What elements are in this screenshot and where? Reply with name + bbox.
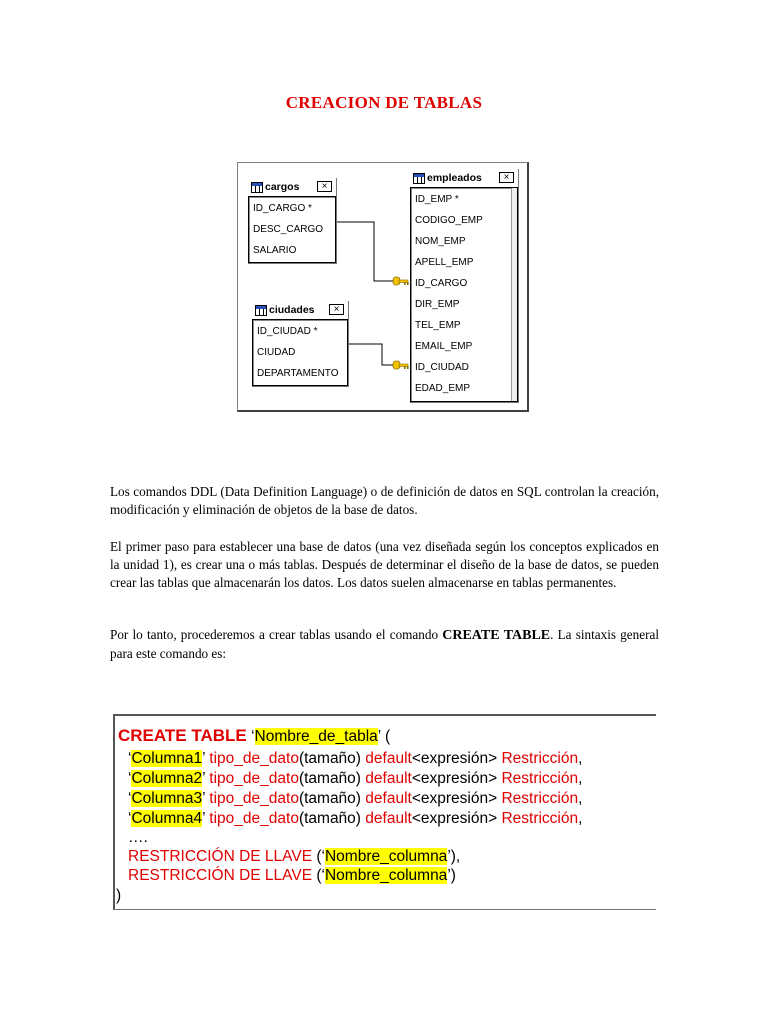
separator: , — [578, 810, 583, 827]
constraint-column: Nombre_columna — [324, 848, 448, 865]
column-expr: <expresión> — [411, 790, 498, 807]
code-line-constraint: RESTRICCIÓN DE LLAVE (‘Nombre_columna’), — [128, 848, 461, 865]
column-name: Columna1 — [131, 750, 203, 767]
key-icon — [393, 277, 409, 285]
column-name: Columna2 — [131, 770, 203, 787]
code-line-column: ‘Columna2’ tipo_de_dato(tamaño) default<expresión> Restricción, — [128, 770, 583, 787]
field-row: CIUDAD — [257, 347, 296, 358]
field-row: DIR_EMP — [415, 299, 460, 310]
field-row: APELL_EMP — [415, 257, 474, 268]
syntax-box — [113, 714, 656, 910]
separator: , — [578, 750, 583, 767]
default-keyword: default — [365, 750, 412, 767]
field-row: ID_CARGO — [415, 278, 468, 289]
column-restriction: Restricción — [501, 810, 579, 827]
field-row: ID_CIUDAD — [415, 362, 469, 373]
table-name: ciudades — [269, 304, 315, 316]
column-size: (tamaño) — [298, 770, 361, 787]
field-row: SALARIO — [253, 245, 297, 256]
field-row: TEL_EMP — [415, 320, 461, 331]
text-segment: Por lo tanto, procederemos a crear tablas usando el comando — [110, 627, 443, 642]
separator: , — [578, 770, 583, 787]
column-size: (tamaño) — [298, 810, 361, 827]
field-row: DEPARTAMENTO — [257, 368, 339, 379]
table-name: empleados — [427, 172, 482, 184]
close-icon[interactable]: × — [499, 172, 514, 183]
table-name-placeholder: Nombre_de_tabla — [254, 728, 378, 745]
column-restriction: Restricción — [501, 750, 579, 767]
field-row: ID_CIUDAD * — [257, 326, 318, 337]
relation-cargos-empleados — [337, 222, 393, 281]
bold-keyword: CREATE TABLE — [442, 628, 551, 643]
column-type: tipo_de_dato — [209, 790, 299, 807]
constraint-column: Nombre_columna — [324, 867, 448, 884]
code-ellipsis: …. — [128, 829, 148, 846]
code-line-constraint: RESTRICCIÓN DE LLAVE (‘Nombre_columna’) — [128, 867, 456, 884]
code-line-create: CREATE TABLE ‘Nombre_de_tabla’ ( — [118, 726, 391, 745]
default-keyword: default — [365, 770, 412, 787]
code-line-column: ‘Columna3’ tipo_de_dato(tamaño) default<expresión> Restricción, — [128, 790, 583, 807]
field-row: ID_CARGO * — [253, 203, 312, 214]
field-row: EMAIL_EMP — [415, 341, 473, 352]
close-icon[interactable]: × — [317, 181, 332, 192]
constraint-tail: ) — [450, 867, 456, 884]
default-keyword: default — [365, 810, 412, 827]
constraint-label: RESTRICCIÓN DE LLAVE — [128, 867, 313, 884]
page-title: CREACION DE TABLAS — [285, 93, 483, 112]
column-restriction: Restricción — [501, 770, 579, 787]
column-restriction: Restricción — [501, 790, 579, 807]
code-close-paren: ) — [116, 887, 122, 904]
constraint-label: RESTRICCIÓN DE LLAVE — [128, 848, 313, 865]
er-diagram — [237, 162, 529, 412]
key-icon — [393, 361, 409, 369]
column-type: tipo_de_dato — [209, 750, 299, 767]
column-type: tipo_de_dato — [209, 810, 299, 827]
column-name: Columna4 — [131, 810, 203, 827]
code-line-column: ‘Columna1’ tipo_de_dato(tamaño) default<expresión> Restricción, — [128, 750, 583, 767]
paragraph-ddl: Los comandos DDL (Data Definition Language) o de definición de datos en SQL controlan la creación, modificación y eliminación de objetos de la base de datos. — [110, 484, 659, 517]
open-paren: ( — [380, 728, 391, 745]
column-name: Columna3 — [131, 790, 203, 807]
field-row: CODIGO_EMP — [415, 215, 483, 226]
relation-lines — [238, 163, 528, 411]
column-expr: <expresión> — [411, 810, 498, 827]
create-keyword: CREATE TABLE — [118, 726, 247, 745]
separator: , — [578, 790, 583, 807]
field-row: NOM_EMP — [415, 236, 466, 247]
column-type: tipo_de_dato — [209, 770, 299, 787]
relation-ciudades-empleados — [349, 344, 393, 365]
column-expr: <expresión> — [411, 770, 498, 787]
table-name: cargos — [265, 181, 300, 193]
close-icon[interactable]: × — [329, 304, 344, 315]
paragraph-create-table — [110, 626, 659, 663]
paragraph-first-step: El primer paso para establecer una base de datos (una vez diseñada según los conceptos explicados en la unidad 1), es crear una o más tablas. Después de determinar el diseño de la base de datos, se pueden crear las tablas que almacenarán los datos. Los datos suelen almacenarse en tablas permanentes. — [110, 539, 659, 590]
column-expr: <expresión> — [411, 750, 498, 767]
code-line-column: ‘Columna4’ tipo_de_dato(tamaño) default<expresión> Restricción, — [128, 810, 583, 827]
constraint-tail: ), — [450, 848, 461, 865]
field-row: ID_EMP * — [415, 194, 459, 205]
default-keyword: default — [365, 790, 412, 807]
text-segment: . La sintaxis general para este comando es: — [110, 627, 659, 661]
field-row: DESC_CARGO — [253, 224, 324, 235]
column-size: (tamaño) — [298, 750, 361, 767]
column-size: (tamaño) — [298, 790, 361, 807]
field-row: EDAD_EMP — [415, 383, 471, 394]
